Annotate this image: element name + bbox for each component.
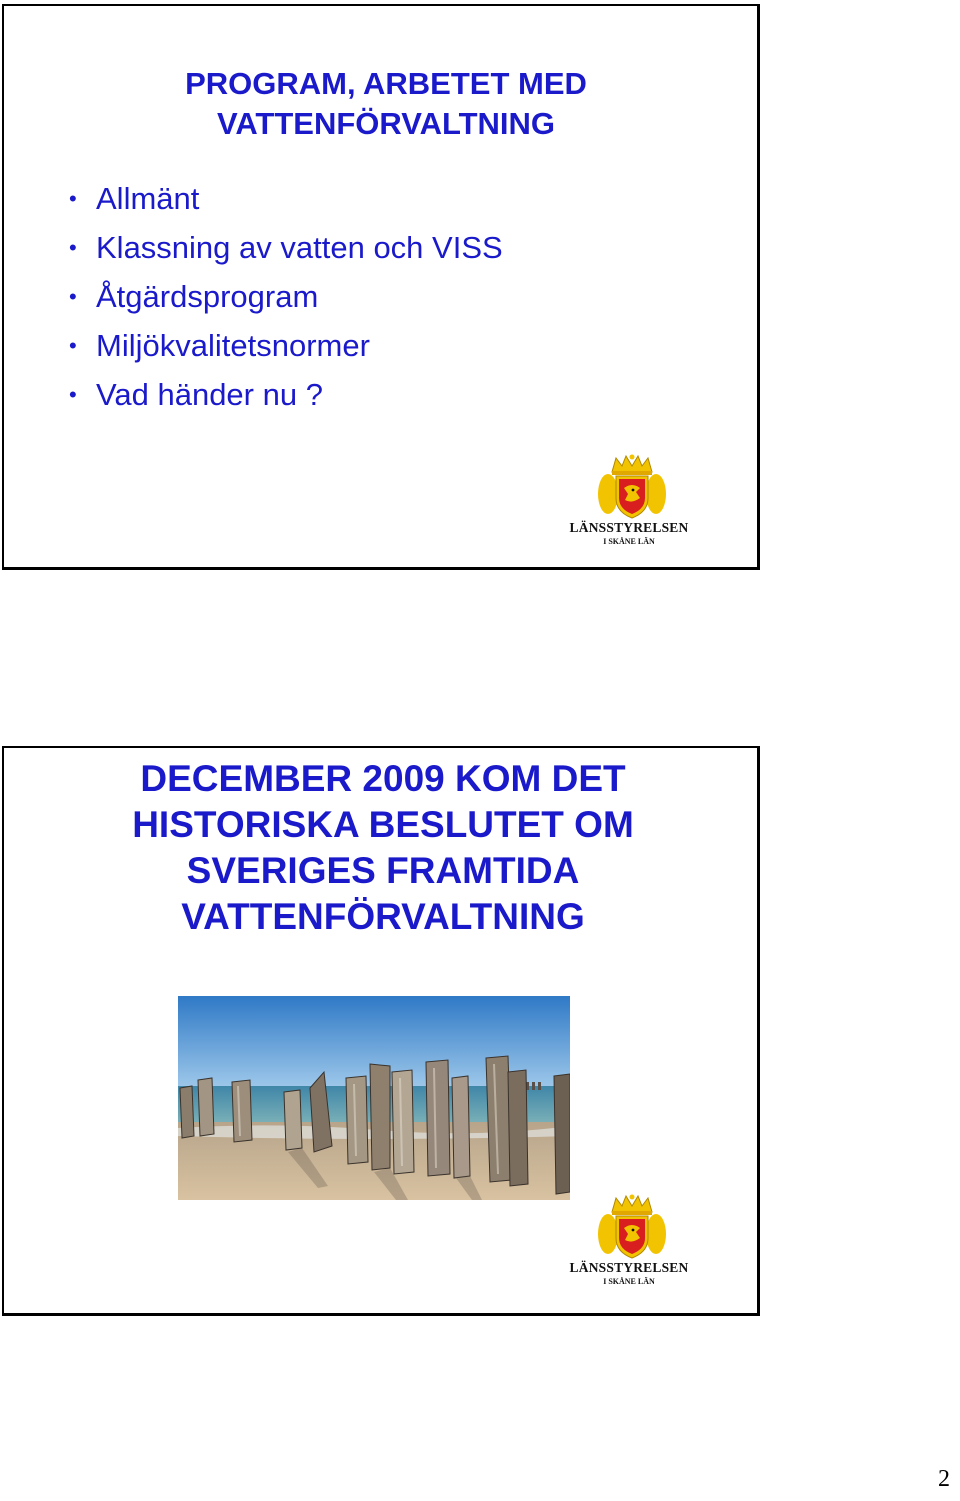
logo-subtitle: I SKÅNE LÄN [603,1277,655,1286]
bullet-icon: • [69,186,77,211]
bullet-icon: • [69,235,77,260]
beach-posts-photo [178,996,570,1200]
logo-subtitle: I SKÅNE LÄN [603,537,655,546]
lansstyrelsen-logo [562,454,702,554]
slide-1-title-line-2: VATTENFÖRVALTNING [216,106,556,141]
bullet-icon: • [69,333,77,358]
bullet-item [64,223,503,272]
bullet-text: Åtgärdsprogram [96,279,319,314]
bullet-icon: • [69,382,77,407]
bullet-icon: • [69,284,77,309]
slide-2-title-line-2: HISTORISKA BESLUTET OM [132,804,634,845]
slide-2-title-line-4: VATTENFÖRVALTNING [181,896,585,937]
bullet-item [64,370,503,419]
bullet-text: Klassning av vatten och VISS [96,230,503,265]
bullet-item [64,272,503,321]
slide-2-title-line-1: DECEMBER 2009 KOM DET [140,758,626,799]
crest-icon [562,1194,702,1260]
bullet-text: Vad händer nu ? [96,377,323,412]
slide-1 [2,4,760,570]
slide-1-title-line-1: PROGRAM, ARBETET MED [185,66,587,101]
slide-2 [2,746,760,1316]
logo-name: LÄNSSTYRELSEN [569,520,689,535]
bullet-item [64,321,503,370]
slide-1-bullet-list [64,174,503,419]
bullet-text: Allmänt [96,181,200,216]
crest-icon [562,454,702,520]
slide-2-title-line-3: SVERIGES FRAMTIDA [186,850,580,891]
bullet-item [64,174,503,223]
slide-1-title [4,64,768,144]
bullet-text: Miljökvalitetsnormer [96,328,370,363]
slide-2-title [4,756,762,940]
lansstyrelsen-logo [562,1194,702,1294]
page-number: 2 [938,1466,950,1492]
logo-name: LÄNSSTYRELSEN [569,1260,689,1275]
